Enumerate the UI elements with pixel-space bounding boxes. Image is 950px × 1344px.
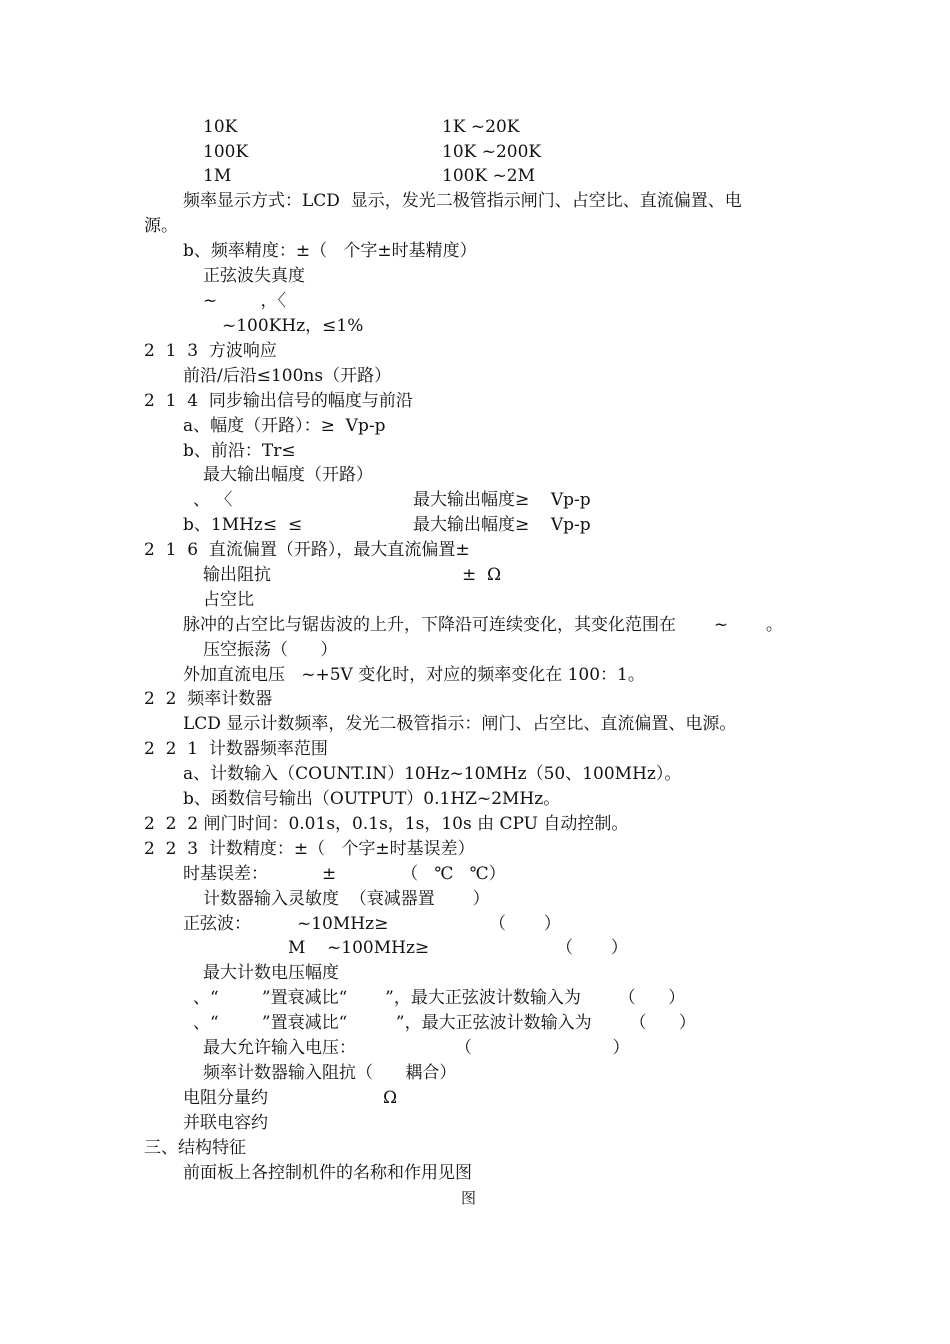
sine-range-1: ~10MHz≥ (297, 914, 389, 934)
max-count-voltage: 最大计数电压幅度 (203, 963, 339, 983)
range-10k-200k: 10K ~200K (442, 142, 542, 162)
max-input-voltage-value: （ ） (455, 1038, 630, 1058)
vco-text: 外加直流电压 ~+5V 变化时，对应的频率变化在 100：1。 (183, 665, 645, 685)
range-10k: 10K (203, 117, 238, 137)
counter-sensitivity: 计数器输入灵敏度 （衰减器置 ） (203, 889, 490, 909)
vco: 压空振荡（ ） (203, 640, 338, 660)
distortion-range-2: ~100KHz，≤1% (222, 316, 364, 336)
heading-2-2: 2 2 频率计数器 (144, 689, 273, 709)
range-1k-20k: 1K ~20K (442, 117, 520, 137)
resistance-unit: Ω (383, 1088, 398, 1108)
figure-label: 图 (461, 1189, 477, 1207)
duty-cycle: 占空比 (203, 590, 254, 610)
heading-2-1-6: 2 1 6 直流偏置（开路），最大直流偏置± (144, 540, 470, 560)
sync-amplitude: a、幅度（开路）：≥ Vp-p (183, 416, 386, 436)
range-1m: 1M (203, 166, 232, 186)
edge-spec: 前沿/后沿≤100ns（开路） (183, 366, 392, 386)
max-input-voltage: 最大允许输入电压： (203, 1038, 356, 1058)
heading-2-2-2: 2 2 2 闸门时间：0.01s，0.1s，1s，10s 由 CPU 自动控制。 (144, 814, 629, 834)
parallel-capacitance: 并联电容约 (183, 1113, 268, 1133)
heading-2-2-1: 2 2 1 计数器频率范围 (144, 739, 328, 759)
output-range-a: 、 〈 (193, 490, 233, 510)
counter-input-impedance: 频率计数器输入阻抗（ 耦合） (203, 1063, 457, 1083)
sync-edge: b、前沿：Tr≤ (183, 441, 296, 461)
attenuation-2: 、“ ”置衰减比“ ”，最大正弦波计数输入为 （ ） (193, 1013, 696, 1033)
sine-range-1-value: （ ） (489, 914, 561, 934)
heading-2-1-4: 2 1 4 同步输出信号的幅度与前沿 (144, 391, 413, 411)
range-100k-2m: 100K ~2M (442, 166, 536, 186)
duty-cycle-text: 脉冲的占空比与锯齿波的上升，下降沿可连续变化，其变化范围在 ~ 。 (183, 615, 783, 635)
output-range-b-value: 最大输出幅度≥ Vp-p (413, 515, 591, 535)
sine-label: 正弦波： (183, 914, 251, 934)
front-panel-text: 前面板上各控制机件的名称和作用见图 (183, 1163, 472, 1183)
heading-2-1-3: 2 1 3 方波响应 (144, 341, 277, 361)
max-output-amplitude: 最大输出幅度（开路） (203, 465, 373, 485)
heading-2-2-3: 2 2 3 计数精度：±（ 个字±时基误差） (144, 839, 475, 859)
distortion-range-1: ~ ，〈 (203, 291, 286, 311)
sine-distortion: 正弦波失真度 (203, 266, 305, 286)
sine-range-2: M ~100MHz≥ (288, 938, 430, 958)
function-output-range: b、函数信号输出（OUTPUT）0.1HZ~2MHz。 (183, 789, 561, 809)
output-impedance-value: ± Ω (462, 565, 502, 585)
attenuation-1: 、“ ”置衰减比“ ”，最大正弦波计数输入为 （ ） (193, 988, 686, 1008)
range-100k: 100K (203, 142, 249, 162)
output-range-a-value: 最大输出幅度≥ Vp-p (413, 490, 591, 510)
frequency-accuracy: b、频率精度：±（ 个字±时基精度） (183, 241, 477, 261)
timebase-error: 时基误差： ± （ ℃ ℃） (183, 864, 506, 884)
display-mode-text: 频率显示方式：LCD 显示，发光二极管指示闸门、占空比、直流偏置、电 (183, 191, 742, 211)
counter-display: LCD 显示计数频率，发光二极管指示：闸门、占空比、直流偏置、电源。 (183, 714, 737, 734)
display-mode-cont: 源。 (144, 216, 178, 236)
resistance-component: 电阻分量约 (183, 1088, 268, 1108)
sine-range-2-value: （ ） (556, 938, 628, 958)
output-impedance: 输出阻抗 (203, 565, 271, 585)
count-input-range: a、计数输入（COUNT.IN）10Hz~10MHz（50、100MHz）。 (183, 764, 682, 784)
output-range-b: b、1MHz≤ ≤ (183, 515, 303, 535)
heading-structure: 三、结构特征 (144, 1138, 246, 1158)
